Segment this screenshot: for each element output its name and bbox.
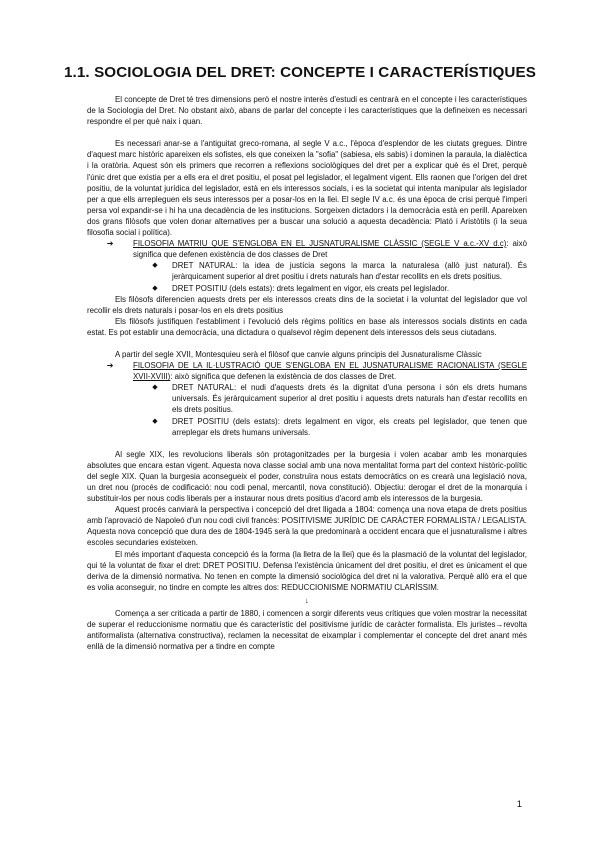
list-item xyxy=(87,238,527,260)
list-item xyxy=(87,283,527,294)
diamond-bullet-icon: ◆ xyxy=(152,262,158,270)
list-item xyxy=(87,260,527,282)
list-item-text: : això significa que defenen existència de dos classes de Dret xyxy=(133,239,527,260)
list-item-text: DRET NATURAL: la idea de justícia segons la marca la naturalesa (allò just natural). És jeràrquicament superior al dret positiu i drets naturals han d'estar recollits en els drets positius. xyxy=(172,261,527,282)
list-item-text: DRET NATURAL: el nudi d'aquests drets és la dignitat d'una persona i són els drets humans universals. És jeràrquicament superior al dret positiu i aquests drets naturals han d'estar recollits en els drets positius. xyxy=(172,383,527,415)
list-item-text: : això significa que defenen la existència de dos classes de Dret. xyxy=(170,372,397,382)
diamond-bullet-icon: ◆ xyxy=(152,417,158,425)
philosophers-paragraph-1: Els filòsofs diferencien aquests drets per els interessos creats dins de la societat i la voluntat del legislador que vol recollir els drets naturals i posar-los en els drets positius xyxy=(87,294,527,315)
intro-paragraph: El concepte de Dret té tres dimensions però el nostre interès d'estudi es centrarà en el concepte i les característiques de la Sociologia del Dret. No obstant això, abans de parlar del concepte i les característiques que la defineixen es necessari respondre el per què naix i quan. xyxy=(87,95,527,127)
heading-jusnaturalisme-classic: FILOSOFIA MATRIU QUE S'ENGLOBA EN EL JUSNATURALISME CLÀSSIC (SEGLE V a.c.-XV d.c) xyxy=(133,239,507,249)
montesquieu-paragraph: A partir del segle XVII, Montesquieu serà el filòsof que canvie alguns principis del Jusnaturalisme Clàssic xyxy=(115,349,482,359)
list-item xyxy=(87,382,527,415)
arrow-right-icon: ➔ xyxy=(106,361,114,371)
list-item xyxy=(87,416,527,438)
heading-jusnaturalisme-racionalista: FILOSOFIA DE LA IL·LUSTRACIÓ QUE S'ENGLOBA EN EL JUSNATURALISME RACIONALISTA (SEGLE XVII-XVIII) xyxy=(133,361,527,382)
document-body xyxy=(87,94,527,652)
diamond-bullet-icon: ◆ xyxy=(152,284,158,292)
nineteenth-century-paragraph: Al segle XIX, les revolucions liberals són protagonitzades per la burgesia i volen acabar amb les monarquies absolutes que encara estan vigent. Aquesta nova classe social amb una nova mentalitat forma part del context històric-polític del segle XIX. Quan la burgesia aconsegueix el poder, construïra nous estats democràtics on es crearà una legislació nova, un dret nou (procés de codificació: nou codi penal, mercantil, nova constitució). Objectiu: derogar el dret de la monarquia i substituir-los per nous codis liberals per a instaurar nous drets positius d'acord amb els interessos de la burgesia. xyxy=(87,449,527,504)
page-title: 1.1. SOCIOLOGIA DEL DRET: CONCEPTE I CARACTERÍSTIQUES xyxy=(64,64,536,81)
down-arrow-icon: ↓ xyxy=(305,595,309,605)
list-item-text: DRET POSITIU (dels estats): drets legalment en vigor, els creats pel legislador, que tenen que arreplegar els drets humans universals. xyxy=(172,416,527,437)
process-paragraph: Aquest procés canviarà la perspectiva i concepció del dret lligada a 1804: comença una nova etapa de drets positius amb l'aprovació de Napoleó d'un nou codi civil francès: POSITIVISME JURÍDIC DE CARÀCTER FORMALISTA / LEGALISTA. Aquesta nova concepció que dura des de 1804-1945 serà la que predominarà a occident encara que el jusnaturalisme i altres escoles secundaries existeixen. xyxy=(87,505,527,548)
important-paragraph: El més important d'aquesta concepció és la forma (la lletra de la llei) que és la plasmació de la voluntat del legislador, qui té la voluntat de fixar el dret: DRET POSITIU. Defensa l'existència únicament del dret positiu, el dret es únicament el que deriva de la dimensió normativa. No tenen en compte la dimensió sociològica del dret ni la valorativa. Perquè allò era el que es volia aconseguir, no tindre en compte les altres dos: REDUCCIONISME NORMATIU CLARÍSSIM. xyxy=(87,549,527,592)
criticism-paragraph: Comença a ser criticada a partir de 1880, i comencen a sorgir diferents veus crítiques que volen mostrar la necessitat de superar el reduccionisme normatiu que és característic del positivisme jurídic de caràcter formalista. Els juristes→revolta antiformalista (alternativa constructiva), reclamen la necessitat de eixamplar i complementar el concepte del dret anant més enllà de la dimensió normativa per a tindre en compte xyxy=(87,609,527,652)
arrow-right-icon: ➔ xyxy=(106,239,114,249)
philosophers-paragraph-2: Els filòsofs justifiquen l'establiment i l'evolució dels règims polítics en base als interessos socials distints en cada estat. Es pot establir una democràcia, una dictadura o qualsevol règim depenent dels interessos dels seus ciutadans. xyxy=(87,316,527,337)
greco-roman-paragraph: Es necessari anar-se a l'antiguitat greco-romana, al segle V a.c., l'època d'esplendor de les ciutats gregues. Dintre d'aquest marc històric apareixen els sofistes, els que coneixen la "sofia" (sabiesa, els sabis) i dominen la paraula, la dialèctica i la oratòria. Aquest són els primers que recorren a reflexions sociològiques del dret per a explicar què és el Dret, perquè l'únic dret que existia per a ells era el dret positiu, el posat pel legislador, el legalment vigent. Ells raonen que l'origen del dret positiu, de la voluntat jurídica del legislador, està en els interessos socials, i es la societat qui intenta manipular als legislador per a que ells arrepleguen els seus interessos per a posar-los en la llei. El segle IV a.c. és una època de crisi perquè l'imperi persa vol expandir-se i hi ha una decadència de les institucions. Sorgeixen dictadors i la democràcia està en perill. Apareixen dos grans filòsofs que volen donar alternatives per a buscar una solució a aquesta decadència: Plató i Aristòtils (i la seua filosofia social i política). xyxy=(87,139,527,238)
list-item xyxy=(87,360,527,382)
diamond-bullet-icon: ◆ xyxy=(152,384,158,392)
page-number: 1 xyxy=(516,799,522,810)
list-item-text: DRET POSITIU (dels estats): drets legalment en vigor, els creats pel legislador. xyxy=(172,283,450,293)
